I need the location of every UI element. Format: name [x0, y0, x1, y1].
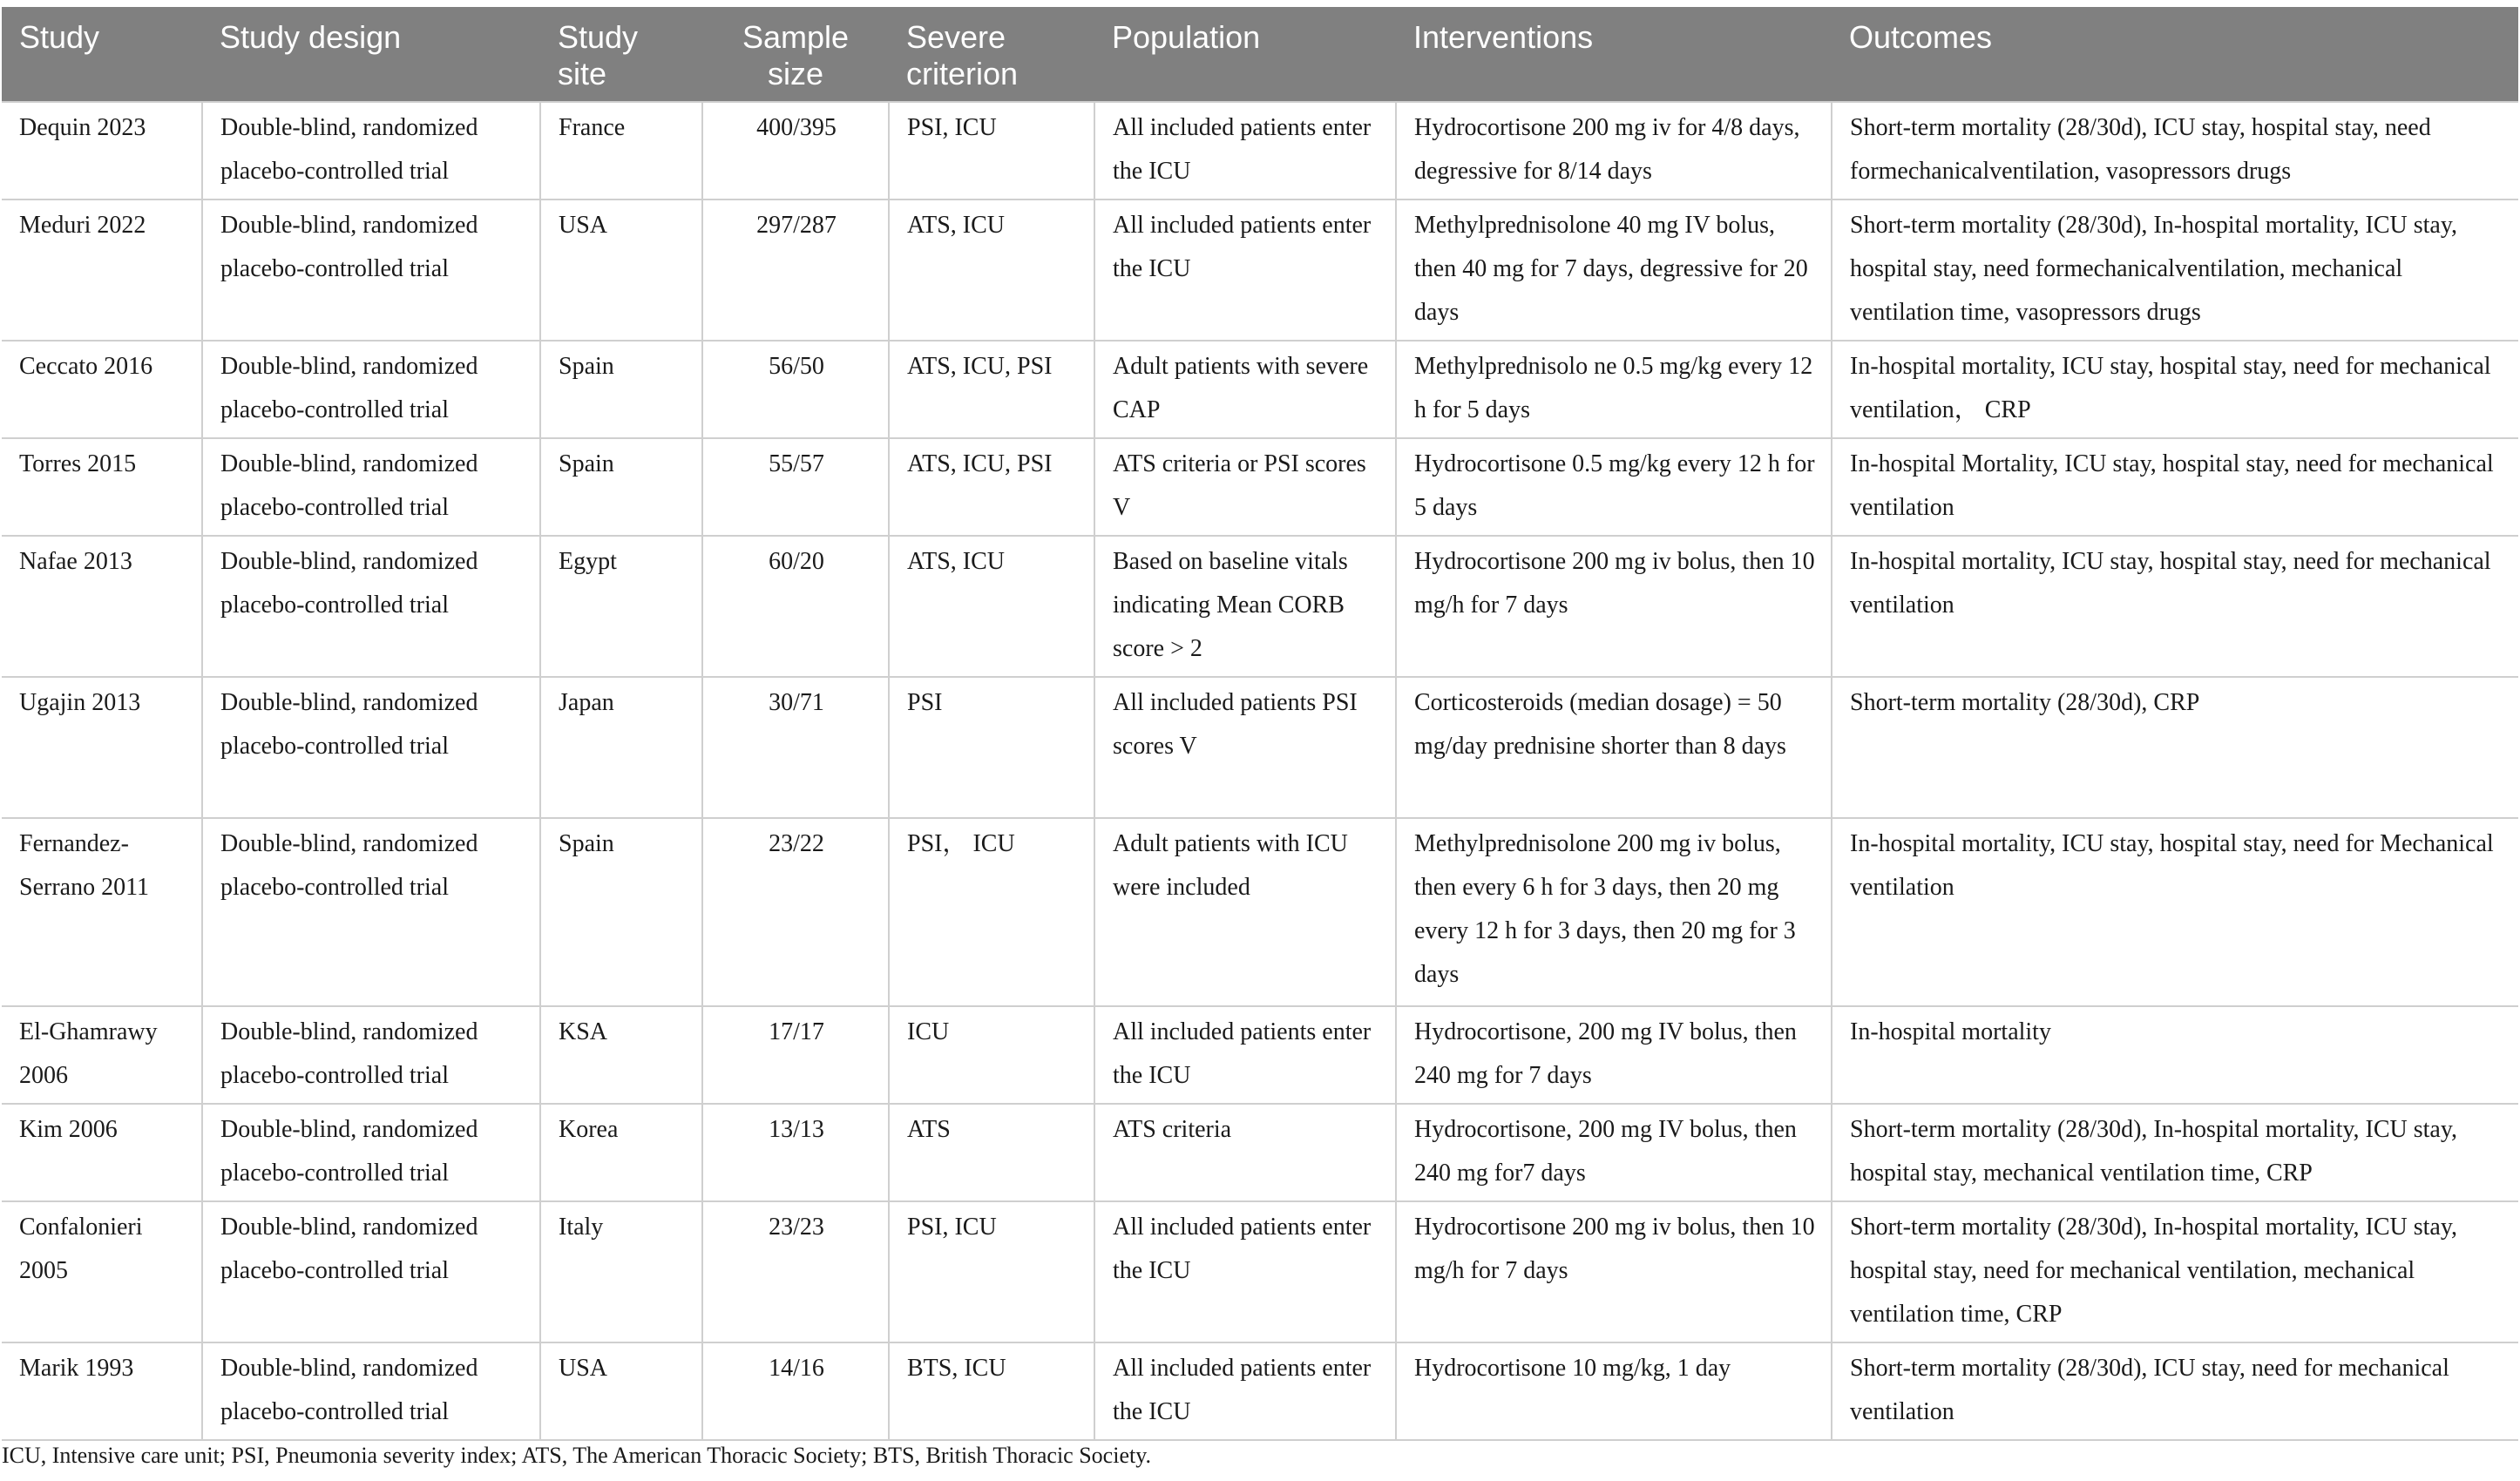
cell-study: Kim 2006: [2, 1104, 202, 1201]
table-row: [2, 199, 2518, 341]
cell-interventions: Hydrocortisone 10 mg/kg, 1 day: [1396, 1342, 1832, 1440]
table-row: [2, 677, 2518, 818]
cell-study-design: Double-blind, randomized placebo-controlled trial: [202, 536, 540, 677]
cell-outcomes: Short-term mortality (28/30d), In-hospital mortality, ICU stay, hospital stay, need formechanicalventilation, mechanical ventilation time, vasopressors drugs: [1832, 199, 2518, 341]
header-study: Study: [2, 7, 202, 102]
cell-study: Nafae 2013: [2, 536, 202, 677]
cell-severe-criterion: PSI: [889, 677, 1094, 818]
cell-study-site: Italy: [540, 1201, 702, 1342]
cell-population: Adult patients with severe CAP: [1094, 341, 1396, 438]
cell-study-design: Double-blind, randomized placebo-controlled trial: [202, 102, 540, 199]
cell-outcomes: Short-term mortality (28/30d), CRP: [1832, 677, 2518, 818]
cell-study-design: Double-blind, randomized placebo-controlled trial: [202, 438, 540, 536]
cell-population: All included patients enter the ICU: [1094, 1201, 1396, 1342]
cell-severe-criterion: PSI, ICU: [889, 1201, 1094, 1342]
cell-population: All included patients enter the ICU: [1094, 199, 1396, 341]
cell-study-site: Spain: [540, 341, 702, 438]
cell-study-design: Double-blind, randomized placebo-controlled trial: [202, 1006, 540, 1104]
cell-interventions: Hydrocortisone 200 mg iv for 4/8 days, degressive for 8/14 days: [1396, 102, 1832, 199]
cell-study-design: Double-blind, randomized placebo-controlled trial: [202, 1104, 540, 1201]
table-row: [2, 1006, 2518, 1104]
cell-study: Marik 1993: [2, 1342, 202, 1440]
table-row: [2, 1201, 2518, 1342]
cell-study-site: France: [540, 102, 702, 199]
cell-severe-criterion: PSI, ICU: [889, 102, 1094, 199]
cell-severe-criterion: ATS, ICU, PSI: [889, 341, 1094, 438]
cell-severe-criterion: ATS, ICU, PSI: [889, 438, 1094, 536]
cell-outcomes: In-hospital mortality, ICU stay, hospital stay, need for mechanical ventilation: [1832, 536, 2518, 677]
cell-outcomes: In-hospital mortality, ICU stay, hospital stay, need for mechanical ventilation， CRP: [1832, 341, 2518, 438]
cell-study-design: Double-blind, randomized placebo-controlled trial: [202, 818, 540, 1006]
cell-study: Confalonieri 2005: [2, 1201, 202, 1342]
cell-study-design: Double-blind, randomized placebo-controlled trial: [202, 199, 540, 341]
cell-study: Torres 2015: [2, 438, 202, 536]
cell-study-site: USA: [540, 1342, 702, 1440]
cell-study: El-Ghamrawy 2006: [2, 1006, 202, 1104]
cell-sample-size: 55/57: [702, 438, 889, 536]
cell-interventions: Hydrocortisone 200 mg iv bolus, then 10 mg/h for 7 days: [1396, 536, 1832, 677]
cell-study: Fernandez-Serrano 2011: [2, 818, 202, 1006]
cell-severe-criterion: ATS: [889, 1104, 1094, 1201]
cell-sample-size: 60/20: [702, 536, 889, 677]
cell-study-site: KSA: [540, 1006, 702, 1104]
cell-population: All included patients enter the ICU: [1094, 102, 1396, 199]
cell-sample-size: 13/13: [702, 1104, 889, 1201]
cell-population: All included patients enter the ICU: [1094, 1006, 1396, 1104]
header-interventions: Interventions: [1396, 7, 1832, 102]
header-study-site: Study site: [540, 7, 702, 102]
cell-study-site: Spain: [540, 818, 702, 1006]
table-header: [2, 7, 2518, 102]
cell-sample-size: 56/50: [702, 341, 889, 438]
cell-study: Dequin 2023: [2, 102, 202, 199]
cell-sample-size: 23/23: [702, 1201, 889, 1342]
cell-population: Adult patients with ICU were included: [1094, 818, 1396, 1006]
cell-sample-size: 17/17: [702, 1006, 889, 1104]
cell-study-site: USA: [540, 199, 702, 341]
cell-severe-criterion: BTS, ICU: [889, 1342, 1094, 1440]
cell-study: Ugajin 2013: [2, 677, 202, 818]
cell-interventions: Hydrocortisone 0.5 mg/kg every 12 h for 5 days: [1396, 438, 1832, 536]
header-study-design: Study design: [202, 7, 540, 102]
table-row: [2, 102, 2518, 199]
cell-study-design: Double-blind, randomized placebo-controlled trial: [202, 1342, 540, 1440]
cell-outcomes: In-hospital Mortality, ICU stay, hospital stay, need for mechanical ventilation: [1832, 438, 2518, 536]
cell-study-design: Double-blind, randomized placebo-controlled trial: [202, 341, 540, 438]
header-population: Population: [1094, 7, 1396, 102]
cell-sample-size: 23/22: [702, 818, 889, 1006]
cell-study-site: Japan: [540, 677, 702, 818]
study-table: [2, 7, 2518, 1441]
cell-population: Based on baseline vitals indicating Mean CORB score > 2: [1094, 536, 1396, 677]
cell-outcomes: In-hospital mortality: [1832, 1006, 2518, 1104]
cell-population: All included patients enter the ICU: [1094, 1342, 1396, 1440]
table-body: [2, 102, 2518, 1440]
table-row: [2, 341, 2518, 438]
table-row: [2, 438, 2518, 536]
cell-interventions: Hydrocortisone, 200 mg IV bolus, then 240 mg for 7 days: [1396, 1006, 1832, 1104]
cell-interventions: Hydrocortisone, 200 mg IV bolus, then 240 mg for7 days: [1396, 1104, 1832, 1201]
table-row: [2, 536, 2518, 677]
cell-outcomes: In-hospital mortality, ICU stay, hospital stay, need for Mechanical ventilation: [1832, 818, 2518, 1006]
cell-interventions: Methylprednisolone 40 mg IV bolus, then 40 mg for 7 days, degressive for 20 days: [1396, 199, 1832, 341]
cell-study-design: Double-blind, randomized placebo-controlled trial: [202, 677, 540, 818]
cell-study-site: Korea: [540, 1104, 702, 1201]
cell-population: All included patients PSI scores V: [1094, 677, 1396, 818]
cell-study-site: Spain: [540, 438, 702, 536]
cell-population: ATS criteria or PSI scores V: [1094, 438, 1396, 536]
cell-severe-criterion: PSI， ICU: [889, 818, 1094, 1006]
table-row: [2, 818, 2518, 1006]
cell-sample-size: 400/395: [702, 102, 889, 199]
table-row: [2, 1104, 2518, 1201]
cell-study-site: Egypt: [540, 536, 702, 677]
cell-outcomes: Short-term mortality (28/30d), ICU stay, hospital stay, need formechanicalventilation, vasopressors drugs: [1832, 102, 2518, 199]
header-sample-size: Sample size: [702, 7, 889, 102]
cell-sample-size: 297/287: [702, 199, 889, 341]
cell-study: Meduri 2022: [2, 199, 202, 341]
table-row: [2, 1342, 2518, 1440]
cell-study-design: Double-blind, randomized placebo-controlled trial: [202, 1201, 540, 1342]
cell-outcomes: Short-term mortality (28/30d), ICU stay, need for mechanical ventilation: [1832, 1342, 2518, 1440]
cell-severe-criterion: ATS, ICU: [889, 536, 1094, 677]
cell-outcomes: Short-term mortality (28/30d), In-hospital mortality, ICU stay, hospital stay, need for mechanical ventilation, mechanical ventilation time, CRP: [1832, 1201, 2518, 1342]
table-footnote: ICU, Intensive care unit; PSI, Pneumonia severity index; ATS, The American Thoracic Society; BTS, British Thoracic Society.: [2, 1443, 1152, 1468]
cell-study: Ceccato 2016: [2, 341, 202, 438]
cell-sample-size: 30/71: [702, 677, 889, 818]
header-severe-criterion: Severe criterion: [889, 7, 1094, 102]
cell-interventions: Hydrocortisone 200 mg iv bolus, then 10 mg/h for 7 days: [1396, 1201, 1832, 1342]
header-outcomes: Outcomes: [1832, 7, 2518, 102]
cell-population: ATS criteria: [1094, 1104, 1396, 1201]
cell-interventions: Corticosteroids (median dosage) = 50 mg/day prednisine shorter than 8 days: [1396, 677, 1832, 818]
cell-outcomes: Short-term mortality (28/30d), In-hospital mortality, ICU stay, hospital stay, mechanical ventilation time, CRP: [1832, 1104, 2518, 1201]
cell-severe-criterion: ATS, ICU: [889, 199, 1094, 341]
cell-sample-size: 14/16: [702, 1342, 889, 1440]
cell-interventions: Methylprednisolo ne 0.5 mg/kg every 12 h for 5 days: [1396, 341, 1832, 438]
cell-severe-criterion: ICU: [889, 1006, 1094, 1104]
cell-interventions: Methylprednisolone 200 mg iv bolus, then every 6 h for 3 days, then 20 mg every 12 h for 3 days, then 20 mg for 3 days: [1396, 818, 1832, 1006]
